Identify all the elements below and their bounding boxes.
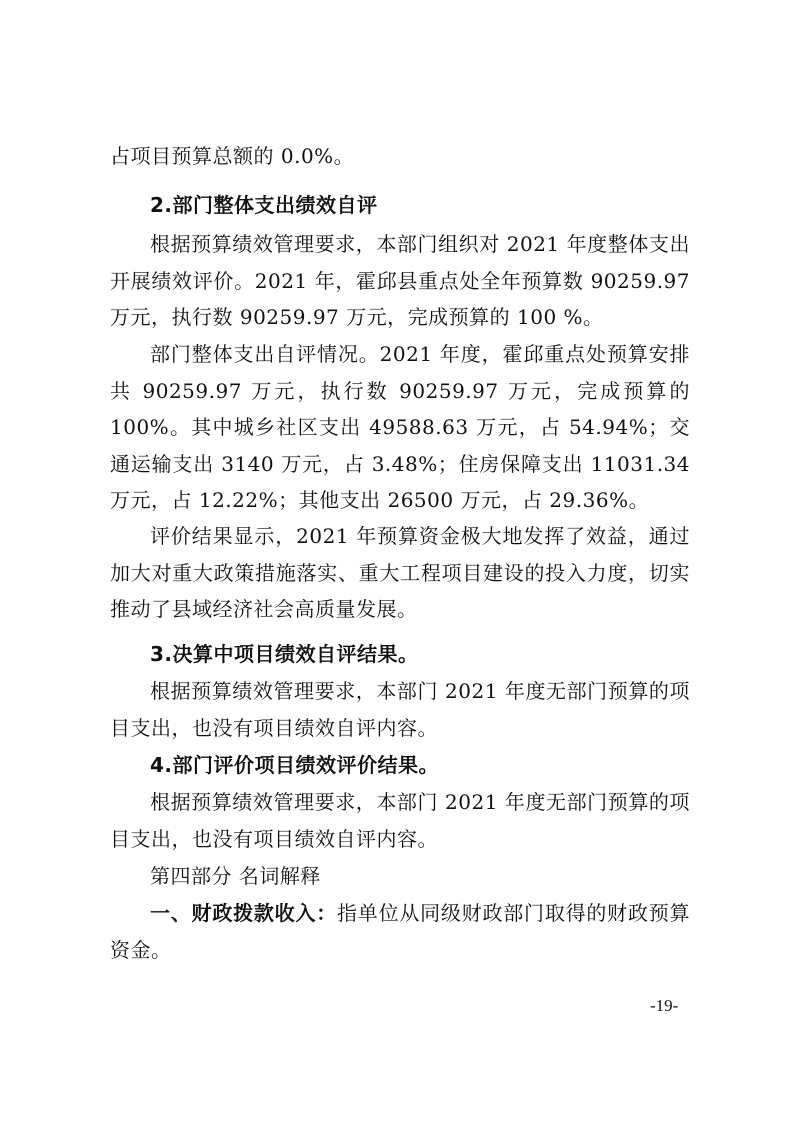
part-heading-terms: 第四部分 名词解释 xyxy=(150,864,321,888)
paragraph-department-evaluation: 根据预算绩效管理要求，本部门 2021 年度无部门预算的项目支出，也没有项目绩效自评内容。 xyxy=(110,790,690,851)
paragraph-continuation: 占项目预算总额的 0.0%。 xyxy=(110,144,355,168)
paragraph-evaluation-result: 评价结果显示，2021 年预算资金极大地发挥了效益，通过加大对重大政策措施落实、重大工程项目建设的投入力度，切实推动了县域经济社会高质量发展。 xyxy=(110,524,690,621)
term-text: 指单位从同级财政部门取得的财政预算资金。 xyxy=(110,901,691,962)
section-heading-4: 4.部门评价项目绩效评价结果。 xyxy=(150,753,440,777)
term-definition xyxy=(110,895,690,968)
page-number: -19- xyxy=(650,996,679,1015)
paragraph-self-evaluation: 部门整体支出自评情况。2021 年度，霍邱重点处预算安排共 90259.97 万元，执行数 90259.97 万元，完成预算的 100%。其中城乡社区支出 49588.63 万元，占 54.94%；交通运输支出 3140 万元，占 3.48%；住房保障支出 11031.34 万元，占 12.22%；其他支出 26500 万元，占 29.36%。 xyxy=(110,342,690,512)
section-heading-2: 2.部门整体支出绩效自评 xyxy=(150,193,378,217)
paragraph-project-evaluation: 根据预算绩效管理要求，本部门 2021 年度无部门预算的项目支出，也没有项目绩效自评内容。 xyxy=(110,679,690,740)
section-heading-3: 3.决算中项目绩效自评结果。 xyxy=(150,642,419,666)
term-label: 一、财政拨款收入： xyxy=(150,901,338,925)
paragraph-evaluation-intro: 根据预算绩效管理要求，本部门组织对 2021 年度整体支出开展绩效评价。2021 年，霍邱县重点处全年预算数 90259.97 万元，执行数 90259.97 万元，完成预算的 100 %。 xyxy=(110,232,690,329)
